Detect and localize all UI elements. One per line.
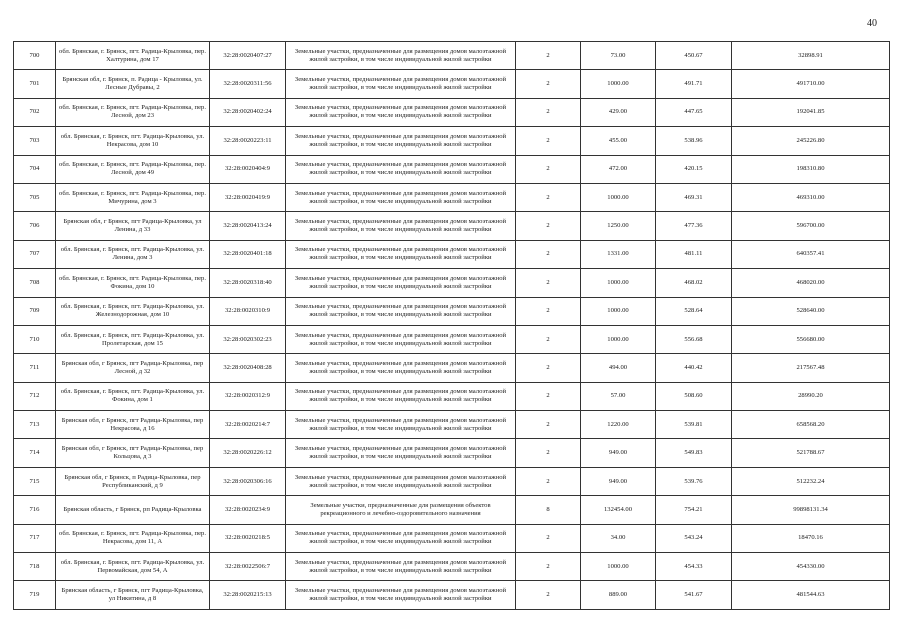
land-purpose-cell: Земельные участки, предназначенные для размещения домов малоэтажной жилой застройки, в том числе индивидуальной жилой застройки [286,240,516,268]
land-purpose-cell: Земельные участки, предназначенные для размещения домов малоэтажной жилой застройки, в том числе индивидуальной жилой застройки [286,467,516,495]
unit-price-cell: 477.36 [656,212,732,240]
group-cell: 2 [516,98,581,126]
row-number-cell: 718 [14,553,56,581]
cadastral-number-cell: 32:28:0022506:7 [210,553,286,581]
address-cell: Брянская область, г Брянск, пгт Радица-Крыловка, ул Никитина, д 8 [56,581,210,609]
land-purpose-cell: Земельные участки, предназначенные для размещения объектов рекреационного и лечебно-оздоровительного назначения [286,496,516,524]
address-cell: Брянская обл, г Брянск, пгт Радица-Крыловка, ул Ленина, д 33 [56,212,210,240]
table-row [14,581,890,609]
table-row [14,524,890,552]
cadastral-number-cell: 32:28:0020404:9 [210,155,286,183]
group-cell: 2 [516,269,581,297]
unit-price-cell: 491.71 [656,70,732,98]
group-cell: 2 [516,212,581,240]
land-purpose-cell: Земельные участки, предназначенные для размещения домов малоэтажной жилой застройки, в том числе индивидуальной жилой застройки [286,354,516,382]
area-cell: 1000.00 [581,183,656,211]
cadastral-number-cell: 32:28:0020402:24 [210,98,286,126]
area-cell: 57.00 [581,382,656,410]
cadastral-number-cell: 32:28:0020419:9 [210,183,286,211]
address-cell: обл. Брянская, г. Брянск, пгт. Радица-Крыловка, пер. Лесной, дом 23 [56,98,210,126]
address-cell: обл. Брянская, г. Брянск, пгт. Радица-Крыловка, пер. Халтурина, дом 17 [56,42,210,70]
cadastral-cost-cell: 192041.85 [732,98,890,126]
row-number-cell: 717 [14,524,56,552]
cadastral-number-cell: 32:28:0020234:9 [210,496,286,524]
row-number-cell: 711 [14,354,56,382]
unit-price-cell: 538.96 [656,127,732,155]
row-number-cell: 716 [14,496,56,524]
cadastral-number-cell: 32:28:0020401:18 [210,240,286,268]
area-cell: 1000.00 [581,70,656,98]
cadastral-number-cell: 32:28:0020318:40 [210,269,286,297]
cadastral-cost-cell: 32898.91 [732,42,890,70]
row-number-cell: 715 [14,467,56,495]
unit-price-cell: 450.67 [656,42,732,70]
row-number-cell: 713 [14,411,56,439]
cadastral-number-cell: 32:28:0020215:13 [210,581,286,609]
table-row [14,127,890,155]
land-purpose-cell: Земельные участки, предназначенные для размещения домов малоэтажной жилой застройки, в том числе индивидуальной жилой застройки [286,183,516,211]
address-cell: обл. Брянская, г. Брянск, пгт. Радица-Крыловка, ул. Первомайская, дом 54, А [56,553,210,581]
cadastral-cost-cell: 99898131.34 [732,496,890,524]
area-cell: 34.00 [581,524,656,552]
cadastral-cost-cell: 18470.16 [732,524,890,552]
row-number-cell: 705 [14,183,56,211]
unit-price-cell: 469.31 [656,183,732,211]
cadastral-cost-cell: 217567.48 [732,354,890,382]
address-cell: Брянская область, г Брянск, рп Радица-Крыловка [56,496,210,524]
address-cell: Брянская обл, г. Брянск, п. Радица - Крыловка, ул. Лесные Дубравы, 2 [56,70,210,98]
land-purpose-cell: Земельные участки, предназначенные для размещения домов малоэтажной жилой застройки, в том числе индивидуальной жилой застройки [286,42,516,70]
land-purpose-cell: Земельные участки, предназначенные для размещения домов малоэтажной жилой застройки, в том числе индивидуальной жилой застройки [286,439,516,467]
group-cell: 2 [516,325,581,353]
unit-price-cell: 541.67 [656,581,732,609]
group-cell: 8 [516,496,581,524]
unit-price-cell: 447.65 [656,98,732,126]
area-cell: 1000.00 [581,269,656,297]
group-cell: 2 [516,155,581,183]
cadastral-cost-cell: 491710.00 [732,70,890,98]
unit-price-cell: 539.81 [656,411,732,439]
cadastral-cost-cell: 521788.67 [732,439,890,467]
cadastral-number-cell: 32:28:0020413:24 [210,212,286,240]
table-row [14,467,890,495]
land-purpose-cell: Земельные участки, предназначенные для размещения домов малоэтажной жилой застройки, в том числе индивидуальной жилой застройки [286,269,516,297]
area-cell: 1220.00 [581,411,656,439]
cadastral-cost-cell: 556680.00 [732,325,890,353]
area-cell: 949.00 [581,439,656,467]
land-purpose-cell: Земельные участки, предназначенные для размещения домов малоэтажной жилой застройки, в том числе индивидуальной жилой застройки [286,553,516,581]
cadastral-number-cell: 32:28:0020214:7 [210,411,286,439]
land-purpose-cell: Земельные участки, предназначенные для размещения домов малоэтажной жилой застройки, в том числе индивидуальной жилой застройки [286,70,516,98]
land-purpose-cell: Земельные участки, предназначенные для размещения домов малоэтажной жилой застройки, в том числе индивидуальной жилой застройки [286,581,516,609]
cadastral-number-cell: 32:28:0020218:5 [210,524,286,552]
land-purpose-cell: Земельные участки, предназначенные для размещения домов малоэтажной жилой застройки, в том числе индивидуальной жилой застройки [286,127,516,155]
table-row [14,240,890,268]
cadastral-number-cell: 32:28:0020312:9 [210,382,286,410]
cadastral-number-cell: 32:28:0020226:12 [210,439,286,467]
unit-price-cell: 420.15 [656,155,732,183]
page-number: 40 [867,18,877,29]
address-cell: Брянская обл, г Брянск, пгт Радица-Крыловка, пер Некрасова, д 16 [56,411,210,439]
cadastral-cost-cell: 481544.63 [732,581,890,609]
address-cell: обл. Брянская, г. Брянск, пгт. Радица-Крыловка, ул. Некрасова, дом 10 [56,127,210,155]
cadastral-cost-cell: 245226.80 [732,127,890,155]
row-number-cell: 707 [14,240,56,268]
group-cell: 2 [516,382,581,410]
group-cell: 2 [516,553,581,581]
unit-price-cell: 754.21 [656,496,732,524]
group-cell: 2 [516,42,581,70]
row-number-cell: 701 [14,70,56,98]
address-cell: обл. Брянская, г. Брянск, пгт. Радица-Крыловка, ул. Фокина, дом 1 [56,382,210,410]
address-cell: обл. Брянская, г. Брянск, пгт. Радица-Крыловка, пер. Мичурина, дом 3 [56,183,210,211]
group-cell: 2 [516,183,581,211]
row-number-cell: 704 [14,155,56,183]
cadastral-number-cell: 32:28:0020408:28 [210,354,286,382]
area-cell: 1000.00 [581,553,656,581]
address-cell: Брянская обл, г Брянск, пгт Радица-Крыловка, пер Лесной, д 32 [56,354,210,382]
cadastral-number-cell: 32:28:0020310:9 [210,297,286,325]
unit-price-cell: 543.24 [656,524,732,552]
cadastral-cost-cell: 640357.41 [732,240,890,268]
land-purpose-cell: Земельные участки, предназначенные для размещения домов малоэтажной жилой застройки, в том числе индивидуальной жилой застройки [286,155,516,183]
area-cell: 1000.00 [581,297,656,325]
group-cell: 2 [516,524,581,552]
unit-price-cell: 528.64 [656,297,732,325]
row-number-cell: 719 [14,581,56,609]
cadastral-number-cell: 32:28:0020302:23 [210,325,286,353]
unit-price-cell: 468.02 [656,269,732,297]
unit-price-cell: 440.42 [656,354,732,382]
unit-price-cell: 481.11 [656,240,732,268]
group-cell: 2 [516,581,581,609]
cadastral-number-cell: 32:28:0020223:11 [210,127,286,155]
address-cell: обл. Брянская, г. Брянск, пгт. Радица-Крыловка, ул. Пролетарская, дом 15 [56,325,210,353]
table-row [14,439,890,467]
area-cell: 455.00 [581,127,656,155]
area-cell: 889.00 [581,581,656,609]
group-cell: 2 [516,439,581,467]
area-cell: 429.00 [581,98,656,126]
table-row [14,553,890,581]
cadastral-number-cell: 32:28:0020306:16 [210,467,286,495]
group-cell: 2 [516,70,581,98]
table-row [14,42,890,70]
table-row [14,411,890,439]
cadastral-number-cell: 32:28:0020407:27 [210,42,286,70]
group-cell: 2 [516,411,581,439]
cadastral-number-cell: 32:28:0020311:56 [210,70,286,98]
land-purpose-cell: Земельные участки, предназначенные для размещения домов малоэтажной жилой застройки, в том числе индивидуальной жилой застройки [286,297,516,325]
area-cell: 1250.00 [581,212,656,240]
address-cell: обл. Брянская, г. Брянск, пгт. Радица-Крыловка, пер. Некрасова, дом 11, А [56,524,210,552]
table-row [14,297,890,325]
table-row [14,155,890,183]
table-row [14,269,890,297]
address-cell: обл. Брянская, г. Брянск, пгт. Радица-Крыловка, пер. Лесной, дом 49 [56,155,210,183]
table-row [14,183,890,211]
group-cell: 2 [516,127,581,155]
row-number-cell: 708 [14,269,56,297]
address-cell: обл. Брянская, г. Брянск, пгт. Радица-Крыловка, пер. Фокина, дом 10 [56,269,210,297]
cadastral-cost-cell: 468020.00 [732,269,890,297]
unit-price-cell: 508.60 [656,382,732,410]
cadastral-cost-cell: 528640.00 [732,297,890,325]
table-row [14,325,890,353]
table-row [14,70,890,98]
land-plots-table [13,41,890,610]
cadastral-cost-cell: 658568.20 [732,411,890,439]
address-cell: Брянская обл, г Брянск, пгт Радица-Крыловка, пер Кольцова, д 3 [56,439,210,467]
land-purpose-cell: Земельные участки, предназначенные для размещения домов малоэтажной жилой застройки, в том числе индивидуальной жилой застройки [286,382,516,410]
row-number-cell: 703 [14,127,56,155]
cadastral-cost-cell: 454330.00 [732,553,890,581]
row-number-cell: 709 [14,297,56,325]
row-number-cell: 712 [14,382,56,410]
group-cell: 2 [516,354,581,382]
unit-price-cell: 454.33 [656,553,732,581]
address-cell: обл. Брянская, г. Брянск, пгт. Радица-Крыловка, ул. Железнодорожная, дом 10 [56,297,210,325]
row-number-cell: 710 [14,325,56,353]
land-purpose-cell: Земельные участки, предназначенные для размещения домов малоэтажной жилой застройки, в том числе индивидуальной жилой застройки [286,212,516,240]
group-cell: 2 [516,297,581,325]
group-cell: 2 [516,240,581,268]
table-row [14,382,890,410]
table-body [14,42,890,610]
area-cell: 472.00 [581,155,656,183]
cadastral-cost-cell: 28990.20 [732,382,890,410]
area-cell: 949.00 [581,467,656,495]
table-row [14,354,890,382]
area-cell: 1331.00 [581,240,656,268]
row-number-cell: 706 [14,212,56,240]
land-purpose-cell: Земельные участки, предназначенные для размещения домов малоэтажной жилой застройки, в том числе индивидуальной жилой застройки [286,98,516,126]
address-cell: Брянская обл, г Брянск, п Радица-Крыловка, пер Республиканский, д 9 [56,467,210,495]
cadastral-cost-cell: 198310.80 [732,155,890,183]
unit-price-cell: 539.76 [656,467,732,495]
unit-price-cell: 549.83 [656,439,732,467]
group-cell: 2 [516,467,581,495]
cadastral-cost-cell: 512232.24 [732,467,890,495]
area-cell: 132454.00 [581,496,656,524]
table-row [14,98,890,126]
row-number-cell: 700 [14,42,56,70]
area-cell: 1000.00 [581,325,656,353]
row-number-cell: 714 [14,439,56,467]
row-number-cell: 702 [14,98,56,126]
cadastral-cost-cell: 596700.00 [732,212,890,240]
land-purpose-cell: Земельные участки, предназначенные для размещения домов малоэтажной жилой застройки, в том числе индивидуальной жилой застройки [286,524,516,552]
address-cell: обл. Брянская, г. Брянск, пгт. Радица-Крыловка, ул. Ленина, дом 3 [56,240,210,268]
land-purpose-cell: Земельные участки, предназначенные для размещения домов малоэтажной жилой застройки, в том числе индивидуальной жилой застройки [286,411,516,439]
table-row [14,496,890,524]
area-cell: 494.00 [581,354,656,382]
table-row [14,212,890,240]
land-purpose-cell: Земельные участки, предназначенные для размещения домов малоэтажной жилой застройки, в том числе индивидуальной жилой застройки [286,325,516,353]
area-cell: 73.00 [581,42,656,70]
unit-price-cell: 556.68 [656,325,732,353]
cadastral-cost-cell: 469310.00 [732,183,890,211]
